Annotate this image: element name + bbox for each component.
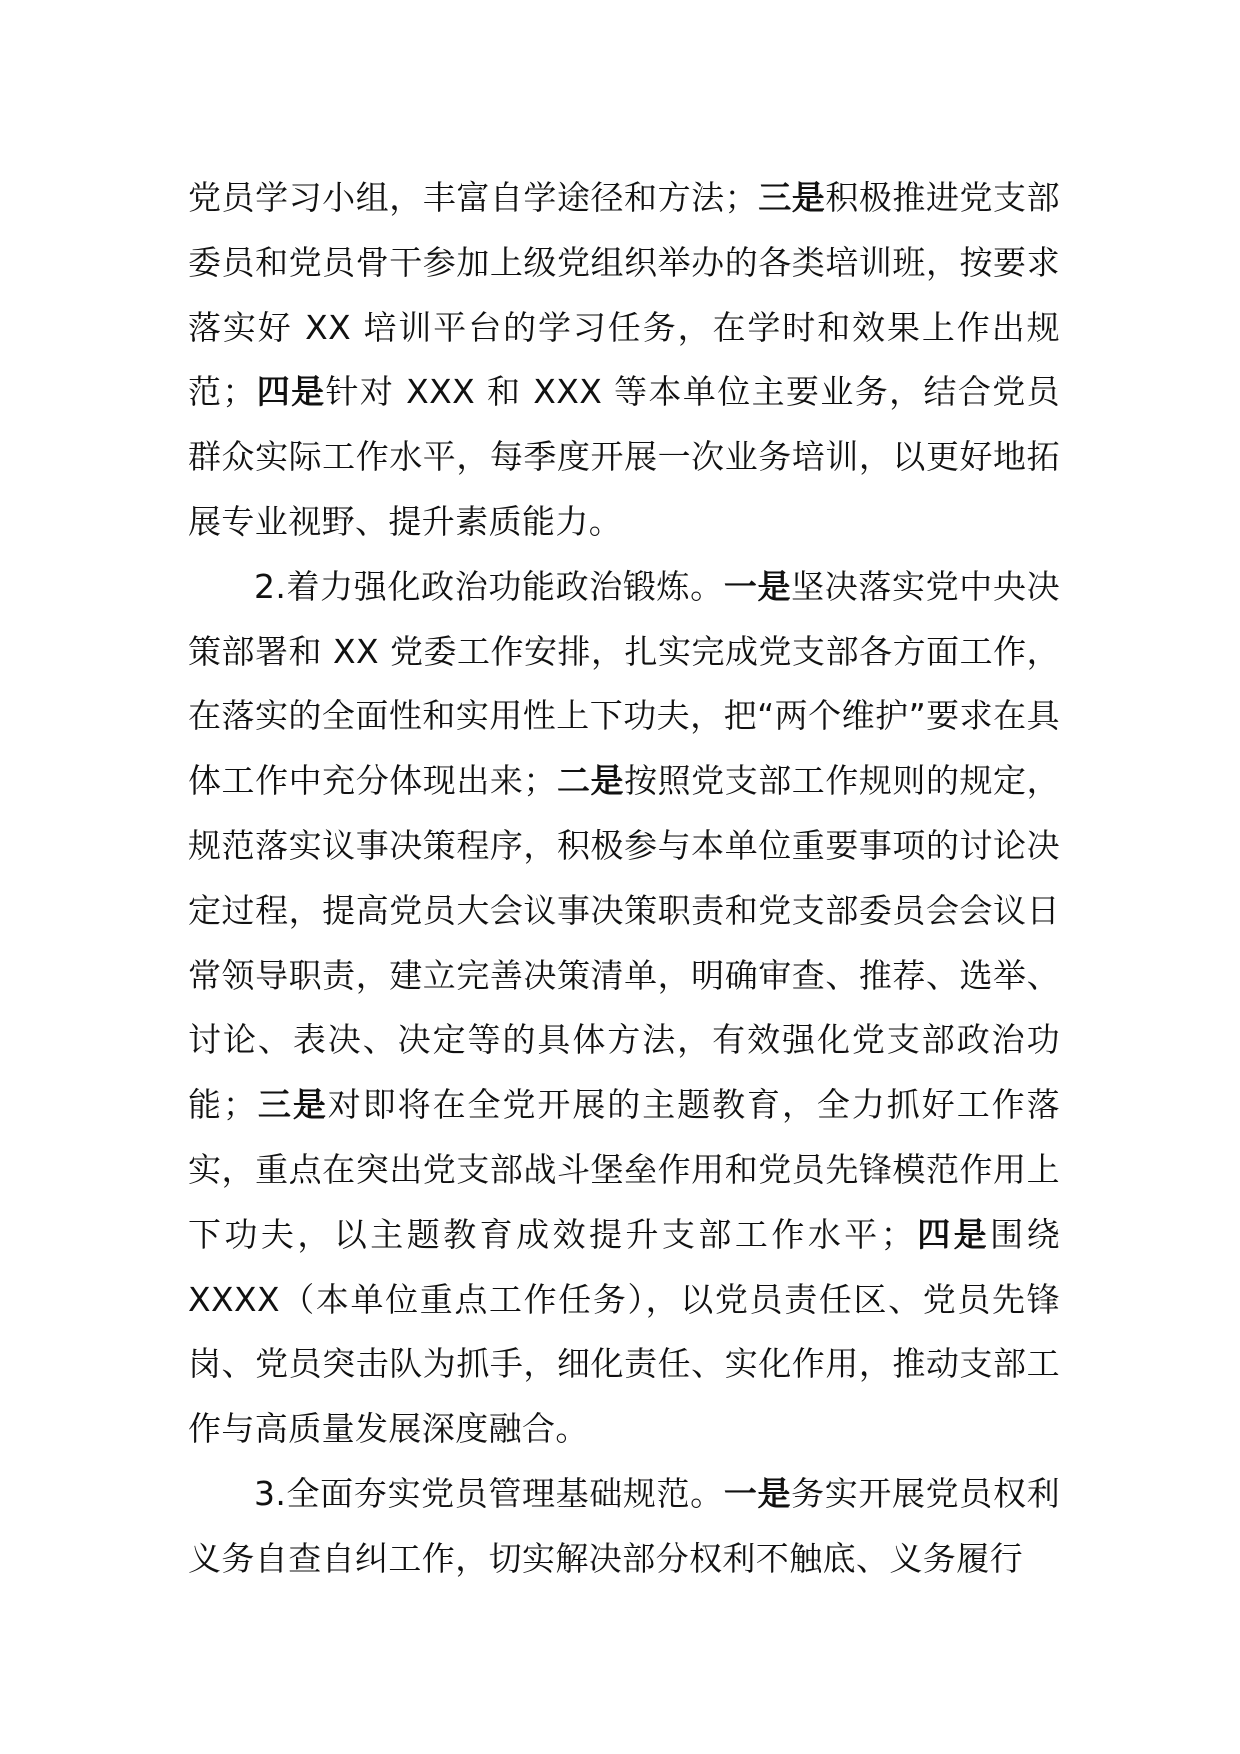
text-segment: 2.着力强化政治功能政治锻炼。 bbox=[254, 566, 724, 606]
text-segment: 积极推进党支部委员和党员骨干参加上级党组织举办的各类培训班，按要求落实好 XX 培训平台的学习任务，在学时和效果上作出规范； bbox=[188, 178, 1060, 412]
text-segment: 围绕 XXXX（本单位重点工作任务），以党员责任区、党员先锋岗、党员突击队为抓手，细化责任、实化作用，推动支部工作与高质量发展深度融合。 bbox=[188, 1214, 1060, 1449]
keyword-bold: 三是 bbox=[256, 1085, 328, 1125]
keyword-bold: 四是 bbox=[914, 1214, 991, 1254]
text-segment: 坚决落实党中央决策部署和 XX 党委工作安排，扎实完成党支部各方面工作，在落实的全面性和实用性上下功夫，把“两个维护”要求在具体工作中充分体现出来； bbox=[188, 566, 1060, 801]
paragraph-1 bbox=[188, 166, 1060, 555]
keyword-bold: 四是 bbox=[255, 372, 326, 412]
text-segment: 对即将在全党开展的主题教育，全力抓好工作落实，重点在突出党支部战斗堡垒作用和党员先锋模范作用上下功夫，以主题教育成效提升支部工作水平； bbox=[188, 1085, 1060, 1254]
text-segment: 3.全面夯实党员管理基础规范。 bbox=[254, 1473, 724, 1513]
text-segment: 党员学习小组，丰富自学途径和方法； bbox=[188, 178, 759, 217]
keyword-bold: 三是 bbox=[758, 178, 826, 217]
paragraph-3 bbox=[188, 1462, 1060, 1592]
text-segment: 针对 XXX 和 XXX 等本单位主要业务，结合党员群众实际工作水平，每季度开展一次业务培训，以更好地拓展专业视野、提升素质能力。 bbox=[188, 372, 1060, 541]
document-body bbox=[188, 166, 1060, 1592]
keyword-bold: 一是 bbox=[723, 1473, 792, 1513]
keyword-bold: 二是 bbox=[556, 761, 625, 801]
keyword-bold: 一是 bbox=[723, 566, 792, 606]
paragraph-2 bbox=[188, 555, 1060, 1462]
text-segment: 按照党支部工作规则的规定，规范落实议事决策程序，积极参与本单位重要事项的讨论决定过程，提高党员大会议事决策职责和党支部委员会会议日常领导职责，建立完善决策清单，明确审查、推荐、选举、讨论、表决、决定等的具体方法，有效强化党支部政治功能； bbox=[188, 761, 1060, 1125]
text-segment: 务实开展党员权利义务自查自纠工作，切实解决部分权利不触底、义务履行 bbox=[188, 1473, 1060, 1578]
